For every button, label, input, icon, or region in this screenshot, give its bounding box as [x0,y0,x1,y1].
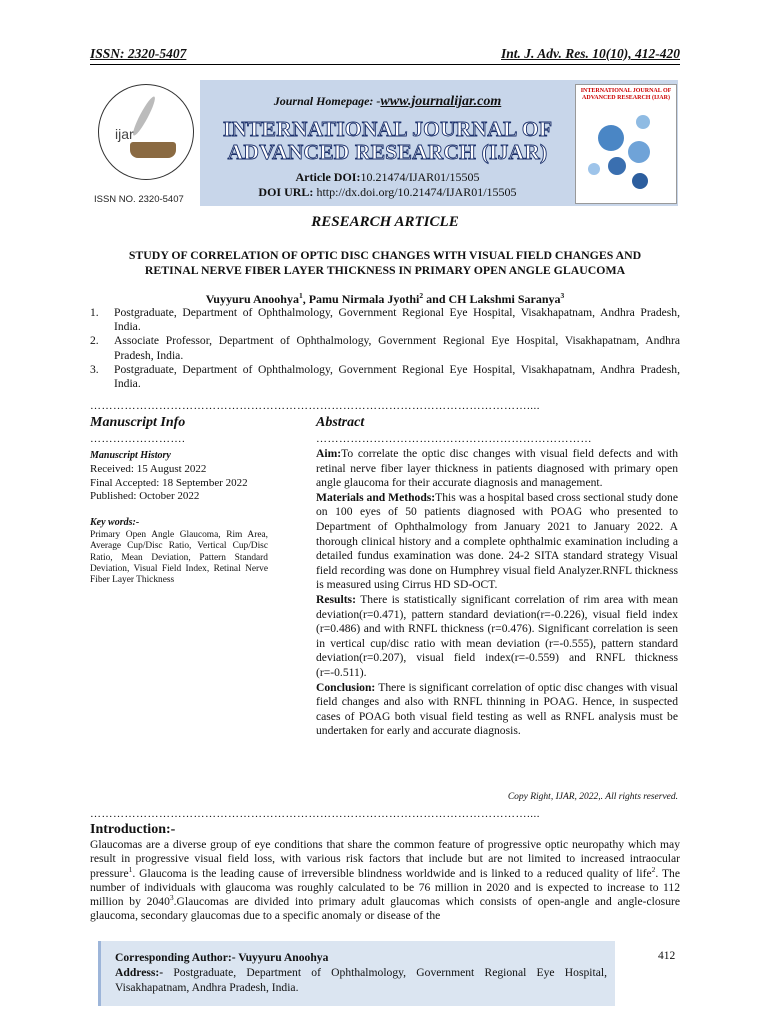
abstract-conclusion [316,681,678,739]
separator-dots: …………………………………………………………………………………………………….... [90,400,540,412]
doi-label: Article DOI: [295,170,361,184]
issn-text: ISSN: 2320-5407 [90,46,187,61]
author-name: CH Lakshmi Saranya [448,292,561,306]
article-title [100,248,670,277]
results-text: There is statistically significant correlation of rim area with mean deviation(r=0.471), pattern standard deviation(r=-0.226), visual field index (r=0.486) and with RNFL thickness (r=0.476). Significant correlation is seen in vertical cup/disc ratio with mean deviation (r=-0.555), pattern standard deviation(r=0.207), visual field index(r=-0.559) and RNFL thickness (r=-0.511). [316,592,678,679]
right-separator-dots: ……………………………………………………………… [316,433,592,445]
journal-cover-image [575,84,677,204]
book-icon [130,142,176,158]
title-line1: STUDY OF CORRELATION OF OPTIC DISC CHANGES WITH VISUAL FIELD CHANGES AND [128,248,642,262]
author-separator: and [423,292,449,306]
affiliation-text: Postgraduate, Department of Ophthalmology, Government Regional Eye Hospital, Visakhapatnam, Andhra Pradesh, India. [114,362,680,391]
published-date: Published: October 2022 [90,490,200,502]
affiliation-item [90,306,680,334]
affiliation-text: Associate Professor, Department of Ophthalmology, Government Regional Eye Hospital, Visakhapatnam, Andhra Pradesh, India. [114,334,680,362]
corresponding-author-label: Corresponding Author:- Vuyyuru Anoohya [115,951,329,964]
accepted-date: Final Accepted: 18 September 2022 [90,476,248,489]
molecule-icon [588,163,600,175]
author-sup: 2 [419,291,424,300]
homepage-link[interactable]: www.journalijar.com [380,94,502,109]
address-text: Postgraduate, Department of Ophthalmology, Government Regional Eye Hospital, Visakhapatnam, Andhra Pradesh, India. [115,966,607,994]
author-name: Vuyyuru Anoohya [205,292,299,306]
affiliation-text: Postgraduate, Department of Ophthalmology, Government Regional Eye Hospital, Visakhapatnam, Andhra Pradesh, India. [114,306,680,334]
manuscript-info-heading: Manuscript Info [90,415,186,430]
author-separator: , [302,292,309,306]
abstract-methods [316,491,678,593]
journal-name-line1: INTERNATIONAL JOURNAL OF [222,117,553,141]
doi-block [200,170,575,199]
left-separator-dots: ……………………. [90,433,186,445]
logo-text: ijar [115,126,134,142]
results-label: Results: [316,592,356,606]
author-name: Pamu Nirmala Jyothi [308,292,420,306]
affiliation-number: 1. [90,306,99,319]
affiliation-item [90,363,680,391]
homepage-label: Journal Homepage: - [273,94,381,108]
methods-label: Materials and Methods: [316,490,436,504]
received-date: Received: 15 August 2022 [90,463,207,475]
corresponding-author-text [115,950,607,995]
keywords-label: Key words:- [90,517,140,528]
molecule-icon [628,141,650,163]
manuscript-history [90,463,268,504]
intro-text: .Glaucomas are divided into primary adult glaucomas which consists of open-angle and angle-closure glaucoma, secondary glaucomas due to a specific anomaly or disease of the [90,895,680,923]
cover-title: INTERNATIONAL JOURNAL OF ADVANCED RESEARCH (IJAR) [580,88,672,101]
logo-issn: ISSN NO. 2320-5407 [94,194,184,205]
affiliation-number: 3. [90,362,99,376]
citation-text: Int. J. Adv. Res. 10(10), 412-420 [501,46,680,61]
introduction-body [90,838,680,924]
intro-text: . The number of individuals with glaucoma was roughly calculated to be 76 million in 2020 and is expected to increase to 112 million by 2040 [90,866,680,909]
conclusion-text: There is significant correlation of optic disc changes with visual field changes and also with RNFL thinning in POAG. Hence, in suspected cases of POAG both visual field testing as well as RNFL analysis must be undertaken for early and accurate diagnosis. [316,680,678,738]
affiliation-number: 2. [90,334,99,348]
abstract-aim [316,447,678,491]
conclusion-label: Conclusion: [316,680,376,694]
molecule-icon [636,115,650,129]
separator-dots-bottom: …………………………………………………………………………………………………….... [90,808,540,820]
journal-name-line2: ADVANCED RESEARCH (IJAR) [227,140,548,164]
abstract-heading: Abstract [316,415,365,430]
abstract-results [316,593,678,681]
methods-text: This was a hospital based cross sectional study done on 100 eyes of 50 patients diagnosed with POAG who presented to Department of Ophthalmology from January 2021 to January 2022. A thorough clinical history and a complete ophthalmic examination including a detailed fundus examination was done. 24-2 SITA standard strategy Visual field recording was done on Humphrey visual field Analyzer.RNFL thickness is measured using Cirrus HD SD-OCT. [316,490,678,592]
citation-sup: 2 [651,864,656,874]
manuscript-history-label: Manuscript History [90,450,171,461]
abstract-body [316,447,678,739]
molecule-icon [598,125,624,151]
doi-value: 10.21474/IJAR01/15505 [360,170,480,184]
intro-text: . Glaucoma is the leading cause of irreversible blindness worldwide and is linked to a reduced quality of life [132,866,652,880]
molecule-icon [632,173,648,189]
article-type: RESEARCH ARTICLE [311,214,459,230]
aim-label: Aim: [316,447,342,460]
intro-text: Glaucomas are a diverse group of eye conditions that share the common feature of progressive optic neuropathy which may result in progressive visual field loss, with various risk factors that include but are not limited to increased intraocular pressure [90,838,680,880]
page-number: 412 [658,950,676,962]
aim-text: To correlate the optic disc changes with visual field defects and with retinal nerve fiber layer thickness in patients diagnosed with primary open angle glaucoma for their accurate diagnosis and management. [316,447,678,490]
journal-name [200,118,575,164]
introduction-heading: Introduction:- [90,822,176,837]
author-sup: 3 [560,291,565,300]
doi-url-link[interactable]: http://dx.doi.org/10.21474/IJAR01/15505 [316,184,517,199]
citation-sup: 1 [128,864,133,874]
journal-homepage [200,94,575,110]
molecule-icon [608,157,626,175]
doi-url-label: DOI URL: [258,184,314,199]
title-line2: RETINAL NERVE FIBER LAYER THICKNESS IN PRIMARY OPEN ANGLE GLAUCOMA [144,262,626,277]
author-list [90,292,680,307]
author-sup: 1 [298,291,303,300]
affiliation-item [90,334,680,362]
citation-sup: 3 [169,893,174,903]
affiliation-list [90,306,680,391]
copyright-notice: Copy Right, IJAR, 2022,. All rights reserved. [507,792,678,802]
address-label: Address:- [115,966,164,979]
keywords-text: Primary Open Angle Glaucoma, Rim Area, Average Cup/Disc Ratio, Vertical Cup/Disc Ratio, Mean Deviation, Pattern Standard Deviation, Visual Field Index, Retinal Nerve Fiber Layer Thickness [90,530,268,586]
header-rule [90,64,680,65]
logo-circle [98,84,194,180]
